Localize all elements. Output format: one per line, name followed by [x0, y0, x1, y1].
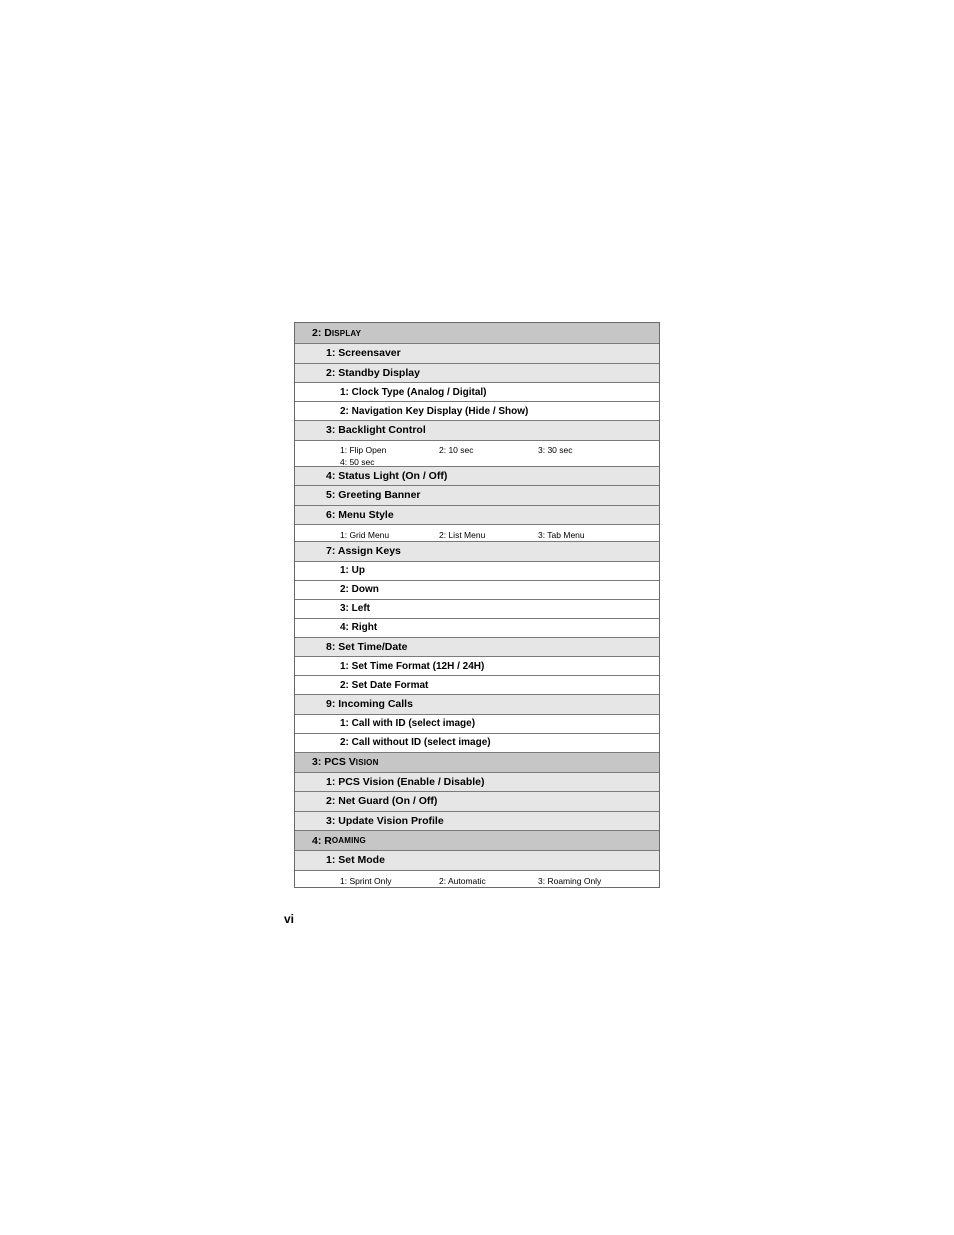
item-incoming-calls: [295, 694, 659, 714]
item-set-date-format-label: 2: Set Date Format: [340, 679, 429, 691]
section-roaming-num: 4: R: [312, 834, 332, 847]
item-menu-style: [295, 505, 659, 525]
section-pcs-vision-num: 3: PCS V: [312, 756, 356, 768]
backlight-option: 3: 30 sec: [538, 444, 573, 455]
set-mode-option: 3: Roaming Only: [538, 875, 602, 886]
menu-table: [294, 322, 660, 888]
item-backlight-control-label: 3: Backlight Control: [326, 424, 426, 437]
backlight-option: 1: Flip Open: [340, 444, 387, 455]
item-screensaver: [295, 343, 659, 363]
item-clock-type: [295, 382, 659, 401]
item-call-with-id: [295, 714, 659, 733]
menu-style-option: 2: List Menu: [439, 530, 486, 540]
item-status-light-label: 4: Status Light (On / Off): [326, 469, 448, 482]
item-nav-key-display: [295, 401, 659, 420]
item-net-guard: [295, 791, 659, 811]
item-key-right: [295, 618, 659, 637]
section-display: [295, 323, 659, 343]
menu-style-option: 3: Tab Menu: [538, 530, 585, 540]
item-incoming-calls-label: 9: Incoming Calls: [326, 698, 413, 711]
section-display-num: 2: D: [312, 327, 332, 339]
section-display-rest: ISPLAY: [331, 328, 362, 338]
item-set-time-date: [295, 637, 659, 657]
section-roaming-rest: OAMING: [331, 836, 366, 845]
item-screensaver-label: 1: Screensaver: [326, 347, 401, 360]
item-key-right-label: 4: Right: [340, 622, 378, 633]
item-set-mode: [295, 850, 659, 870]
item-call-without-id: [295, 733, 659, 752]
item-call-with-id-label: 1: Call with ID (select image): [340, 718, 476, 729]
set-mode-option: 1: Sprint Only: [340, 875, 392, 886]
item-status-light: [295, 466, 659, 486]
item-standby-display-label: 2: Standby Display: [326, 366, 420, 379]
item-set-time-date-label: 8: Set Time/Date: [326, 640, 408, 653]
item-standby-display: [295, 363, 659, 383]
item-update-vision-profile: [295, 811, 659, 831]
set-mode-options: [295, 870, 659, 887]
item-key-down: [295, 580, 659, 599]
section-pcs-vision: [295, 752, 659, 772]
item-greeting-banner-label: 5: Greeting Banner: [326, 489, 421, 502]
item-assign-keys-label: 7: Assign Keys: [326, 545, 401, 558]
menu-style-options: [295, 524, 659, 541]
backlight-option: 4: 50 sec: [340, 456, 375, 467]
item-pcs-vision-toggle-label: 1: PCS Vision (Enable / Disable): [326, 775, 485, 788]
item-net-guard-label: 2: Net Guard (On / Off): [326, 795, 438, 808]
item-menu-style-label: 6: Menu Style: [326, 508, 394, 521]
item-greeting-banner: [295, 485, 659, 505]
page-number: vi: [284, 912, 295, 926]
item-set-mode-label: 1: Set Mode: [326, 854, 385, 867]
set-mode-option: 2: Automatic: [439, 875, 486, 886]
item-update-vision-profile-label: 3: Update Vision Profile: [326, 814, 444, 827]
item-assign-keys: [295, 541, 659, 561]
menu-style-option: 1: Grid Menu: [340, 530, 390, 540]
section-roaming: [295, 830, 659, 850]
section-pcs-vision-rest: ISION: [355, 757, 379, 767]
backlight-options: [295, 440, 659, 466]
item-key-left: [295, 599, 659, 618]
item-call-without-id-label: 2: Call without ID (select image): [340, 737, 491, 748]
item-key-up: [295, 561, 659, 580]
item-set-time-format-label: 1: Set Time Format (12H / 24H): [340, 660, 485, 672]
item-set-time-format: [295, 656, 659, 675]
item-key-left-label: 3: Left: [340, 603, 370, 614]
item-clock-type-label: 1: Clock Type (Analog / Digital): [340, 386, 487, 398]
item-key-up-label: 1: Up: [340, 565, 365, 576]
item-set-date-format: [295, 675, 659, 694]
item-pcs-vision-toggle: [295, 772, 659, 792]
item-key-down-label: 2: Down: [340, 584, 379, 595]
item-backlight-control: [295, 420, 659, 440]
item-nav-key-display-label: 2: Navigation Key Display (Hide / Show): [340, 405, 529, 417]
backlight-option: 2: 10 sec: [439, 444, 474, 455]
